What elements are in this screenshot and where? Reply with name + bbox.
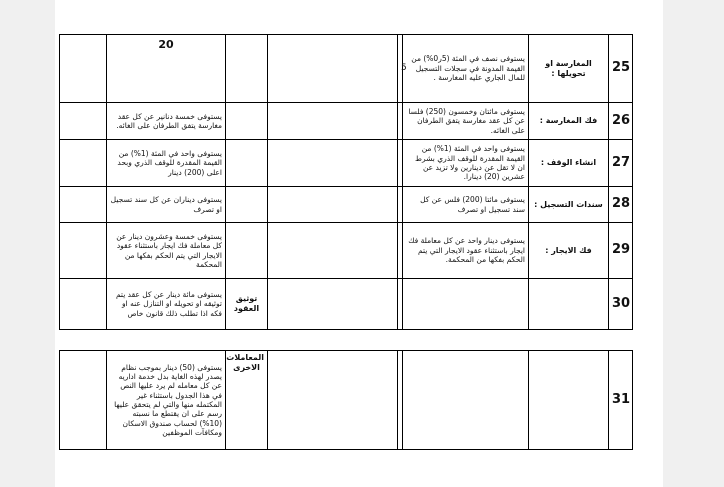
current-fee-text: يستوفى مائتان وخمسون (250) فلسا عن كل عقد مغارسة يتفق الطرفان على الغائه. <box>403 103 529 140</box>
row-title: انشاء الوقف : <box>529 140 609 187</box>
table-row <box>60 223 633 279</box>
new-fee-text: يستوفى (50) دينار بموجب نظام يصدر لهذه الغاية بدل خدمة اداريه عن كل معامله لم يرد عليها النص في هذا الجدول باستثناء غير المكتمله منها والتي لم يتحقق عليها رسم على ان يقتطع ما نسبته (10%) لحساب صندوق الاسكان ومكافآت الموظفين <box>107 351 226 450</box>
current-fee-text: يستوفى نصف في المئة (5ر0%) من القيمة المدونة في سجلات التسجيل للمال الجاري عليه المغارسة . <box>403 35 529 103</box>
current-fee-text: يستوفى مائتا (200) فلس عن كل سند تسجيل او تصرف <box>403 187 529 223</box>
empty-cell <box>226 187 268 223</box>
table-row <box>60 351 633 450</box>
empty-cell <box>60 351 107 450</box>
new-fee-text: يستوفى خمسة دنانير عن كل عقد مغارسة يتفق الطرفان على الغائه. <box>107 103 226 140</box>
empty-cell <box>226 103 268 140</box>
empty-cell <box>60 187 107 223</box>
empty-cell <box>60 223 107 279</box>
empty-cell <box>60 279 107 330</box>
empty-cell <box>226 35 268 103</box>
row-title: فك الايجار : <box>529 223 609 279</box>
empty-cell <box>268 351 398 450</box>
empty-cell <box>60 35 107 103</box>
empty-cell <box>268 103 398 140</box>
new-row-title: المعاملات الاخرى <box>226 351 268 450</box>
row-number: 31 <box>609 351 633 450</box>
row-title: سندات التسجيل : <box>529 187 609 223</box>
new-fee-text: يستوفى واحد في المئة (1%) من القيمة المقدرة للوقف الذري وبحد اعلى (200) دينار <box>107 140 226 187</box>
row-number: 25 <box>609 35 633 103</box>
table-row <box>60 187 633 223</box>
amount-cell: 5 <box>398 35 403 103</box>
row-number: 29 <box>609 223 633 279</box>
row-title: المغارسة او تحويلها : <box>529 35 609 103</box>
new-fee-text: يستوفى ديناران عن كل سند تسجيل او تصرف <box>107 187 226 223</box>
row-number: 26 <box>609 103 633 140</box>
row-number: 28 <box>609 187 633 223</box>
empty-cell <box>403 351 529 450</box>
row-number: 30 <box>609 279 633 330</box>
row-number: 27 <box>609 140 633 187</box>
empty-cell <box>403 279 529 330</box>
table-row <box>60 35 633 103</box>
empty-cell <box>529 279 609 330</box>
empty-cell <box>268 279 398 330</box>
empty-cell <box>226 223 268 279</box>
empty-cell <box>268 35 398 103</box>
table-row <box>60 103 633 140</box>
fees-table-continued <box>59 350 633 450</box>
new-fee-text: يستوفى مائة دينار عن كل عقد يتم توثيقه او تحويله او التنازل عنه او فكه اذا تطلب ذلك قانون خاص <box>107 279 226 330</box>
left-number-cell: 20 <box>107 35 226 103</box>
table-row <box>60 279 633 330</box>
empty-cell <box>60 140 107 187</box>
fees-table <box>59 34 633 330</box>
new-row-title: توثيق العقود <box>226 279 268 330</box>
empty-cell <box>529 351 609 450</box>
row-title: فك المغارسة : <box>529 103 609 140</box>
empty-cell <box>268 187 398 223</box>
empty-cell <box>268 223 398 279</box>
current-fee-text: يستوفى واحد في المئة (1%) من القيمة المقدرة للوقف الذري بشرط ان لا تقل عن دينارين ولا تزيد عن عشرين (20) دينارا. <box>403 140 529 187</box>
table-row <box>60 140 633 187</box>
empty-cell <box>60 103 107 140</box>
empty-cell <box>268 140 398 187</box>
empty-cell <box>226 140 268 187</box>
new-fee-text: يستوفى خمسة وعشرون دينار عن كل معاملة فك ايجار باستثناء عقود الايجار التي يتم الحكم بفكها من المحكمة <box>107 223 226 279</box>
current-fee-text: يستوفى دينار واحد عن كل معاملة فك ايجار باستثناء عقود الايجار التي يتم الحكم بفكها من المحكمة. <box>403 223 529 279</box>
